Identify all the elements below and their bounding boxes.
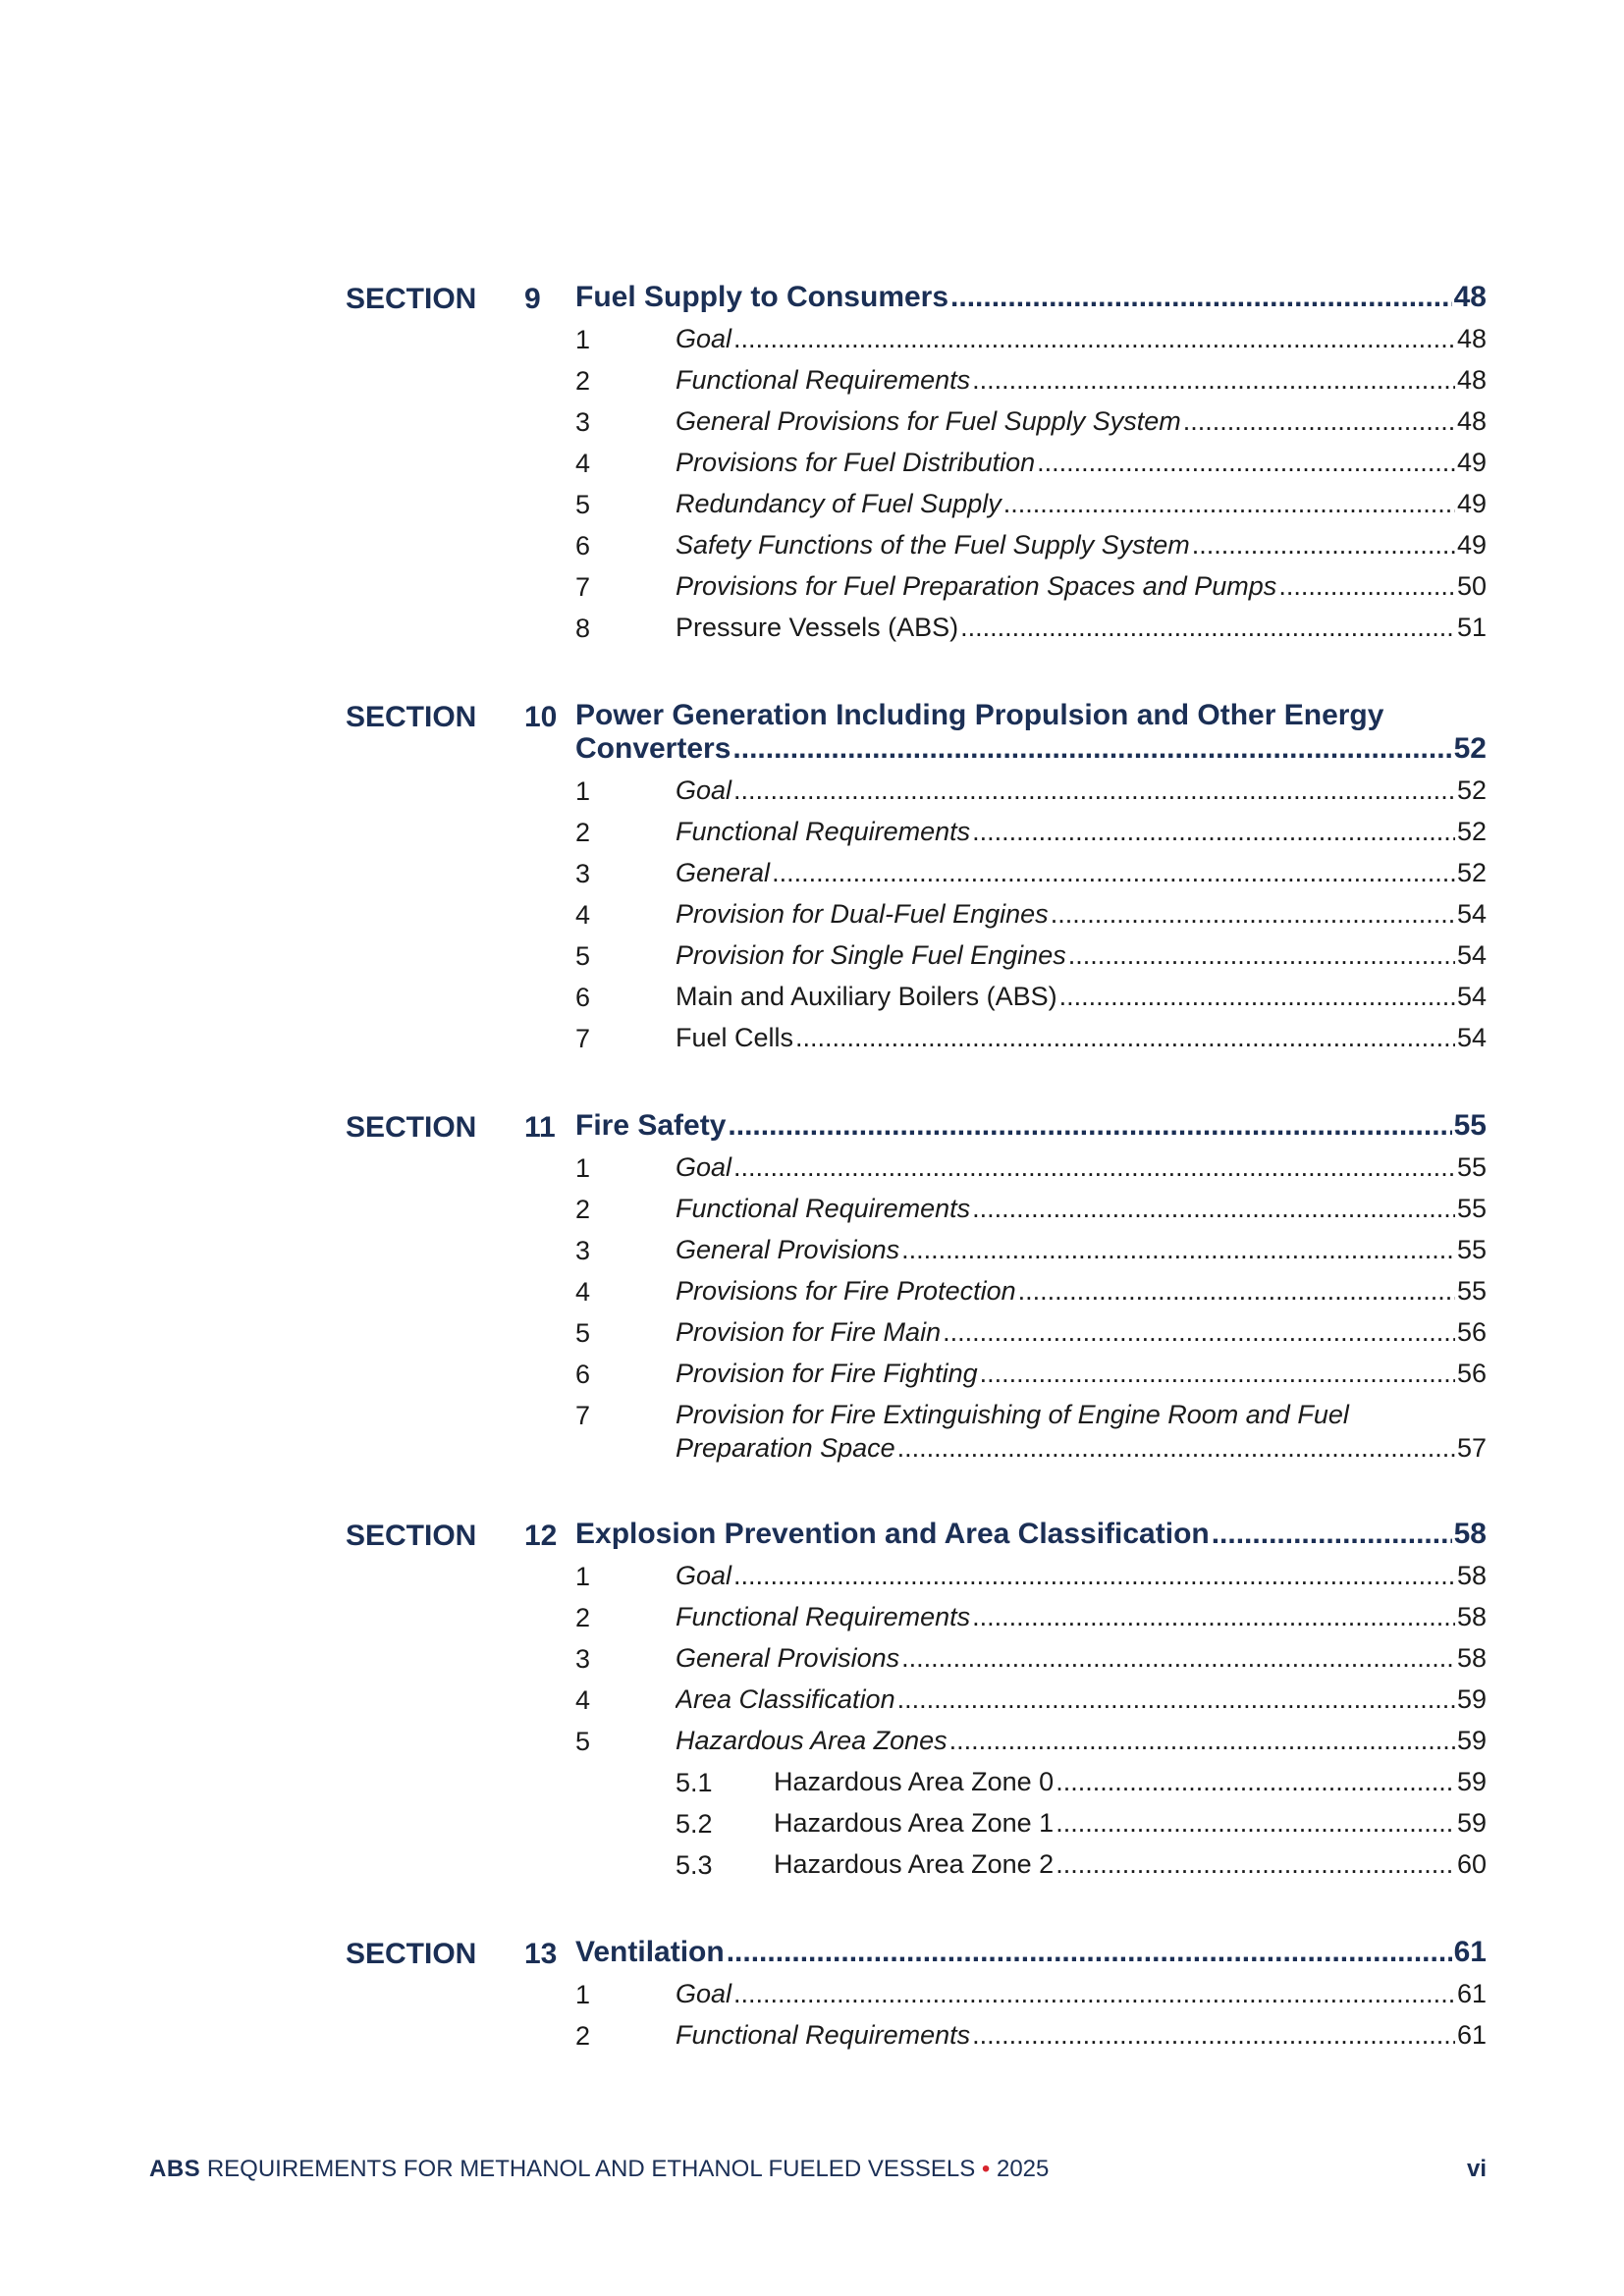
- entry-title: Provision for Fire Fighting: [676, 1359, 978, 1388]
- section-page: 48: [1453, 281, 1487, 313]
- entry-title: [676, 938, 1487, 972]
- entry-line: [676, 611, 1487, 644]
- entry-page: 52: [1456, 817, 1487, 846]
- entry-title: [676, 1724, 1487, 1757]
- entry-title: Functional Requirements: [676, 817, 971, 846]
- entry-page: 48: [1456, 365, 1487, 395]
- section-page: 58: [1453, 1518, 1487, 1550]
- entry-title: [676, 774, 1487, 807]
- dot-leader: [1278, 569, 1455, 603]
- entry-title: Functional Requirements: [676, 2020, 971, 2050]
- section-label: SECTION: [346, 1520, 477, 1552]
- toc-entry[interactable]: [0, 1274, 1624, 1315]
- entry-line: [676, 363, 1487, 397]
- entry-title: Preparation Space: [676, 1433, 895, 1463]
- entry-page: 52: [1456, 775, 1487, 805]
- entry-title: [676, 528, 1487, 561]
- section-title: Fuel Supply to Consumers: [575, 281, 949, 313]
- entry-page: 51: [1456, 613, 1487, 642]
- entry-number: 1: [575, 776, 591, 806]
- entry-page: 54: [1456, 982, 1487, 1011]
- dot-leader: [1192, 528, 1455, 561]
- entry-title: Functional Requirements: [676, 1194, 971, 1223]
- entry-title: Goal: [676, 1152, 732, 1182]
- entry-title: Main and Auxiliary Boilers (ABS): [676, 982, 1057, 1011]
- toc-entry[interactable]: [0, 1192, 1624, 1233]
- entry-line: [676, 1192, 1487, 1225]
- toc-entry[interactable]: [0, 1150, 1624, 1192]
- dot-leader: [972, 1600, 1455, 1633]
- entry-title: Goal: [676, 324, 732, 353]
- dot-leader: [972, 2018, 1455, 2052]
- entry-title: [676, 1600, 1487, 1633]
- entry-number: 1: [575, 1153, 591, 1183]
- entry-line: [676, 322, 1487, 355]
- entry-number: 5: [575, 941, 591, 971]
- section-title: Fire Safety: [575, 1109, 727, 1142]
- dot-leader: [901, 1641, 1455, 1675]
- dot-leader: [795, 1021, 1455, 1054]
- entry-page: 55: [1456, 1235, 1487, 1264]
- entry-title: Goal: [676, 1561, 732, 1590]
- dot-leader: [960, 611, 1455, 644]
- entry-number: 4: [575, 1277, 591, 1307]
- entry-title: [676, 1274, 1487, 1308]
- dot-leader: [943, 1315, 1455, 1349]
- entry-page: 54: [1456, 1023, 1487, 1052]
- entry-number: 5.1: [676, 1768, 713, 1797]
- toc-entry[interactable]: [0, 856, 1624, 897]
- entry-line: [676, 446, 1487, 479]
- entry-title: [676, 1315, 1487, 1349]
- dot-leader: [1003, 487, 1455, 520]
- entry-title: [676, 1150, 1487, 1184]
- entry-title: [676, 322, 1487, 355]
- entry-line: [676, 1641, 1487, 1675]
- entry-line: [676, 1559, 1487, 1592]
- entry-number: 5: [575, 1318, 591, 1348]
- toc-entry[interactable]: [0, 611, 1624, 652]
- section-title: Explosion Prevention and Area Classification: [575, 1518, 1210, 1550]
- dot-leader: [949, 1724, 1455, 1757]
- entry-title: [676, 363, 1487, 397]
- entry-number: 2: [575, 366, 591, 396]
- entry-title: [774, 1806, 1487, 1840]
- entry-line: [676, 897, 1487, 931]
- section-title[interactable]: [575, 281, 1487, 314]
- dot-leader: [727, 1936, 1452, 1969]
- entry-line: [676, 938, 1487, 972]
- entry-page: 55: [1456, 1276, 1487, 1306]
- dot-leader: [901, 1233, 1455, 1266]
- footer-brand: ABS: [149, 2156, 201, 2182]
- entry-title: Provisions for Fire Protection: [676, 1276, 1016, 1306]
- dot-leader: [897, 1431, 1455, 1465]
- entry-title: Area Classification: [676, 1684, 895, 1714]
- page-footer: [149, 2156, 1487, 2183]
- footer-page-number: vi: [1466, 2156, 1487, 2182]
- entry-title: [676, 404, 1487, 438]
- dot-leader: [972, 363, 1455, 397]
- toc-entry[interactable]: [0, 1724, 1624, 1765]
- entry-title: General Provisions: [676, 1643, 900, 1673]
- entry-page: 59: [1456, 1726, 1487, 1755]
- entry-number: 6: [575, 1360, 591, 1389]
- entry-page: 59: [1456, 1767, 1487, 1796]
- entry-page: 48: [1456, 324, 1487, 353]
- entry-line: [676, 1274, 1487, 1308]
- entry-line: [676, 1600, 1487, 1633]
- entry-number: 8: [575, 614, 591, 643]
- dot-leader: [733, 1559, 1455, 1592]
- entry-title: Functional Requirements: [676, 1602, 971, 1631]
- entry-number: 7: [575, 572, 591, 602]
- toc-entry[interactable]: [0, 1357, 1624, 1398]
- entry-title: Provision for Fire Main: [676, 1317, 942, 1347]
- footer-title: REQUIREMENTS FOR METHANOL AND ETHANOL FUELED VESSELS: [206, 2156, 976, 2182]
- entry-page: 58: [1456, 1643, 1487, 1673]
- entry-title: Redundancy of Fuel Supply: [676, 489, 1001, 518]
- entry-line: [676, 1977, 1487, 2010]
- entry-number: 5: [575, 490, 591, 519]
- section-number: 13: [524, 1938, 558, 1970]
- entry-title: [676, 980, 1487, 1013]
- footer-separator: •: [981, 2156, 991, 2182]
- entry-title-line1: Provision for Fire Extinguishing of Engine Room and Fuel: [676, 1400, 1349, 1429]
- footer-year: 2025: [996, 2156, 1050, 2182]
- entry-page: 54: [1456, 940, 1487, 970]
- entry-number: 6: [575, 983, 591, 1012]
- dot-leader: [1056, 1806, 1455, 1840]
- entry-page: 61: [1456, 1979, 1487, 2008]
- dot-leader: [950, 281, 1452, 314]
- toc-entry[interactable]: [0, 980, 1624, 1021]
- dot-leader: [897, 1682, 1455, 1716]
- dot-leader: [1068, 938, 1455, 972]
- dot-leader: [1051, 897, 1455, 931]
- toc-entry[interactable]: [0, 1021, 1624, 1062]
- entry-number: 3: [575, 1236, 591, 1265]
- entry-number: 4: [575, 900, 591, 930]
- entry-title: [676, 1233, 1487, 1266]
- entry-page: 58: [1456, 1602, 1487, 1631]
- entry-line: [676, 856, 1487, 889]
- dot-leader: [733, 322, 1455, 355]
- entry-title: Hazardous Area Zones: [676, 1726, 947, 1755]
- entry-title: Provision for Single Fuel Engines: [676, 940, 1066, 970]
- entry-title: Hazardous Area Zone 1: [774, 1808, 1055, 1838]
- toc-entry[interactable]: [0, 938, 1624, 980]
- entry-line: [676, 1431, 1487, 1465]
- entry-number: 5.2: [676, 1809, 713, 1839]
- dot-leader: [1212, 1518, 1452, 1551]
- entry-title: [774, 1847, 1487, 1881]
- entry-title: [676, 856, 1487, 889]
- toc-entry[interactable]: [0, 1682, 1624, 1724]
- entry-line: [774, 1847, 1487, 1881]
- entry-line: [676, 1150, 1487, 1184]
- entry-number: 3: [575, 859, 591, 888]
- entry-title: General: [676, 858, 771, 887]
- toc-entry[interactable]: [0, 1233, 1624, 1274]
- entry-title: [676, 1977, 1487, 2010]
- toc-entry[interactable]: [0, 1600, 1624, 1641]
- section-title[interactable]: [575, 1518, 1487, 1551]
- entry-title: [676, 1357, 1487, 1390]
- entry-page: 56: [1456, 1317, 1487, 1347]
- entry-title: [676, 1021, 1487, 1054]
- toc-subentry[interactable]: [0, 1847, 1624, 1889]
- entry-title: General Provisions for Fuel Supply System: [676, 406, 1181, 436]
- entry-page: 52: [1456, 858, 1487, 887]
- section-page: 52: [1453, 732, 1487, 765]
- entry-title: Goal: [676, 1979, 732, 2008]
- entry-page: 58: [1456, 1561, 1487, 1590]
- dot-leader: [1056, 1847, 1455, 1881]
- entry-number: 7: [575, 1401, 591, 1430]
- section-title: Ventilation: [575, 1936, 725, 1968]
- toc-entry[interactable]: [0, 1398, 1624, 1472]
- entry-page: 54: [1456, 899, 1487, 929]
- entry-number: 2: [575, 1195, 591, 1224]
- section-number: 11: [524, 1111, 556, 1144]
- toc-subentry[interactable]: [0, 1765, 1624, 1806]
- dot-leader: [728, 1109, 1451, 1143]
- entry-line: [676, 1021, 1487, 1054]
- entry-page: 57: [1456, 1433, 1487, 1463]
- entry-title: [676, 2018, 1487, 2052]
- entry-number: 1: [575, 325, 591, 354]
- entry-number: 5.3: [676, 1850, 713, 1880]
- entry-line: [676, 487, 1487, 520]
- entry-number: 3: [575, 1644, 591, 1674]
- entry-line: [676, 980, 1487, 1013]
- section-title[interactable]: [575, 1109, 1487, 1143]
- section-label: SECTION: [346, 701, 477, 733]
- entry-title: Hazardous Area Zone 2: [774, 1849, 1055, 1879]
- dot-leader: [972, 815, 1455, 848]
- toc-entry[interactable]: [0, 322, 1624, 363]
- dot-leader: [1056, 1765, 1455, 1798]
- toc-entry[interactable]: [0, 774, 1624, 815]
- entry-number: 3: [575, 407, 591, 437]
- entry-line: [774, 1806, 1487, 1840]
- entry-number: 1: [575, 1562, 591, 1591]
- entry-number: 2: [575, 818, 591, 847]
- entry-number: 6: [575, 531, 591, 561]
- section-title[interactable]: [575, 1936, 1487, 1969]
- entry-page: 56: [1456, 1359, 1487, 1388]
- entry-line: [676, 1357, 1487, 1390]
- entry-page: 55: [1456, 1152, 1487, 1182]
- entry-title: [676, 815, 1487, 848]
- section-title[interactable]: [575, 699, 1487, 766]
- entry-title: Provisions for Fuel Distribution: [676, 448, 1036, 477]
- entry-line: [676, 1315, 1487, 1349]
- entry-title: [676, 1641, 1487, 1675]
- entry-number: 2: [575, 1603, 591, 1632]
- entry-line: [676, 569, 1487, 603]
- dot-leader: [980, 1357, 1455, 1390]
- dot-leader: [1183, 404, 1455, 438]
- entry-line: [676, 404, 1487, 438]
- section-page: 61: [1453, 1936, 1487, 1968]
- entry-page: 49: [1456, 530, 1487, 560]
- entry-number: 2: [575, 2021, 591, 2051]
- entry-title: General Provisions: [676, 1235, 900, 1264]
- section-number: 10: [524, 701, 558, 733]
- dot-leader: [733, 1150, 1455, 1184]
- entry-title: Provision for Dual-Fuel Engines: [676, 899, 1049, 929]
- entry-page: 59: [1456, 1684, 1487, 1714]
- toc-entry[interactable]: [0, 404, 1624, 446]
- section-number: 9: [524, 283, 541, 315]
- toc-entry[interactable]: [0, 1977, 1624, 2018]
- entry-title: [676, 1192, 1487, 1225]
- toc-entry[interactable]: [0, 897, 1624, 938]
- section-label: SECTION: [346, 1111, 477, 1144]
- dot-leader: [1059, 980, 1455, 1013]
- toc-entry[interactable]: [0, 1559, 1624, 1600]
- section-line: [575, 1109, 1487, 1143]
- toc-entry[interactable]: [0, 1315, 1624, 1357]
- toc-entry[interactable]: [0, 569, 1624, 611]
- entry-line: [676, 2018, 1487, 2052]
- entry-title: [676, 569, 1487, 603]
- entry-page: 48: [1456, 406, 1487, 436]
- entry-title: [774, 1765, 1487, 1798]
- entry-number: 4: [575, 449, 591, 478]
- section-title: Converters: [575, 732, 731, 765]
- entry-page: 61: [1456, 2020, 1487, 2050]
- section-title-line1: Power Generation Including Propulsion and Other Energy: [575, 699, 1384, 731]
- entry-line: [676, 1682, 1487, 1716]
- toc-entry[interactable]: [0, 815, 1624, 856]
- toc-entry[interactable]: [0, 363, 1624, 404]
- entry-line: [676, 1233, 1487, 1266]
- section-page: 55: [1453, 1109, 1487, 1142]
- entry-line: [676, 815, 1487, 848]
- entry-number: 1: [575, 1980, 591, 2009]
- section-number: 12: [524, 1520, 558, 1552]
- dot-leader: [732, 732, 1451, 766]
- toc-entry[interactable]: [0, 1641, 1624, 1682]
- dot-leader: [772, 856, 1455, 889]
- entry-title: Pressure Vessels (ABS): [676, 613, 959, 642]
- entry-title: [676, 611, 1487, 644]
- section-line: [575, 1518, 1487, 1551]
- dot-leader: [733, 1977, 1455, 2010]
- entry-page: 49: [1456, 448, 1487, 477]
- section-line: [575, 281, 1487, 314]
- entry-page: 60: [1456, 1849, 1487, 1879]
- dot-leader: [733, 774, 1455, 807]
- entry-title: Provisions for Fuel Preparation Spaces and Pumps: [676, 571, 1277, 601]
- section-label: SECTION: [346, 1938, 477, 1970]
- entry-title: Safety Functions of the Fuel Supply System: [676, 530, 1190, 560]
- entry-title: Functional Requirements: [676, 365, 971, 395]
- toc-entry[interactable]: [0, 2018, 1624, 2059]
- entry-title: Fuel Cells: [676, 1023, 794, 1052]
- section-line: [575, 1936, 1487, 1969]
- dot-leader: [1018, 1274, 1455, 1308]
- entry-page: 50: [1456, 571, 1487, 601]
- entry-title: [676, 446, 1487, 479]
- dot-leader: [972, 1192, 1455, 1225]
- entry-line: [676, 1724, 1487, 1757]
- dot-leader: [1037, 446, 1455, 479]
- entry-title: Hazardous Area Zone 0: [774, 1767, 1055, 1796]
- section-label: SECTION: [346, 283, 477, 315]
- entry-title: [676, 1682, 1487, 1716]
- toc-subentry[interactable]: [0, 1806, 1624, 1847]
- entry-page: 49: [1456, 489, 1487, 518]
- entry-title: Goal: [676, 775, 732, 805]
- entry-title: [676, 1398, 1487, 1465]
- entry-line: [774, 1765, 1487, 1798]
- toc-entry[interactable]: [0, 446, 1624, 487]
- entry-page: 59: [1456, 1808, 1487, 1838]
- entry-number: 4: [575, 1685, 591, 1715]
- section-line: [575, 732, 1487, 766]
- entry-number: 7: [575, 1024, 591, 1053]
- entry-title: [676, 897, 1487, 931]
- entry-line: [676, 774, 1487, 807]
- toc-entry[interactable]: [0, 487, 1624, 528]
- entry-title: [676, 1559, 1487, 1592]
- entry-page: 55: [1456, 1194, 1487, 1223]
- entry-line: [676, 528, 1487, 561]
- toc-entry[interactable]: [0, 528, 1624, 569]
- entry-title: [676, 487, 1487, 520]
- entry-number: 5: [575, 1727, 591, 1756]
